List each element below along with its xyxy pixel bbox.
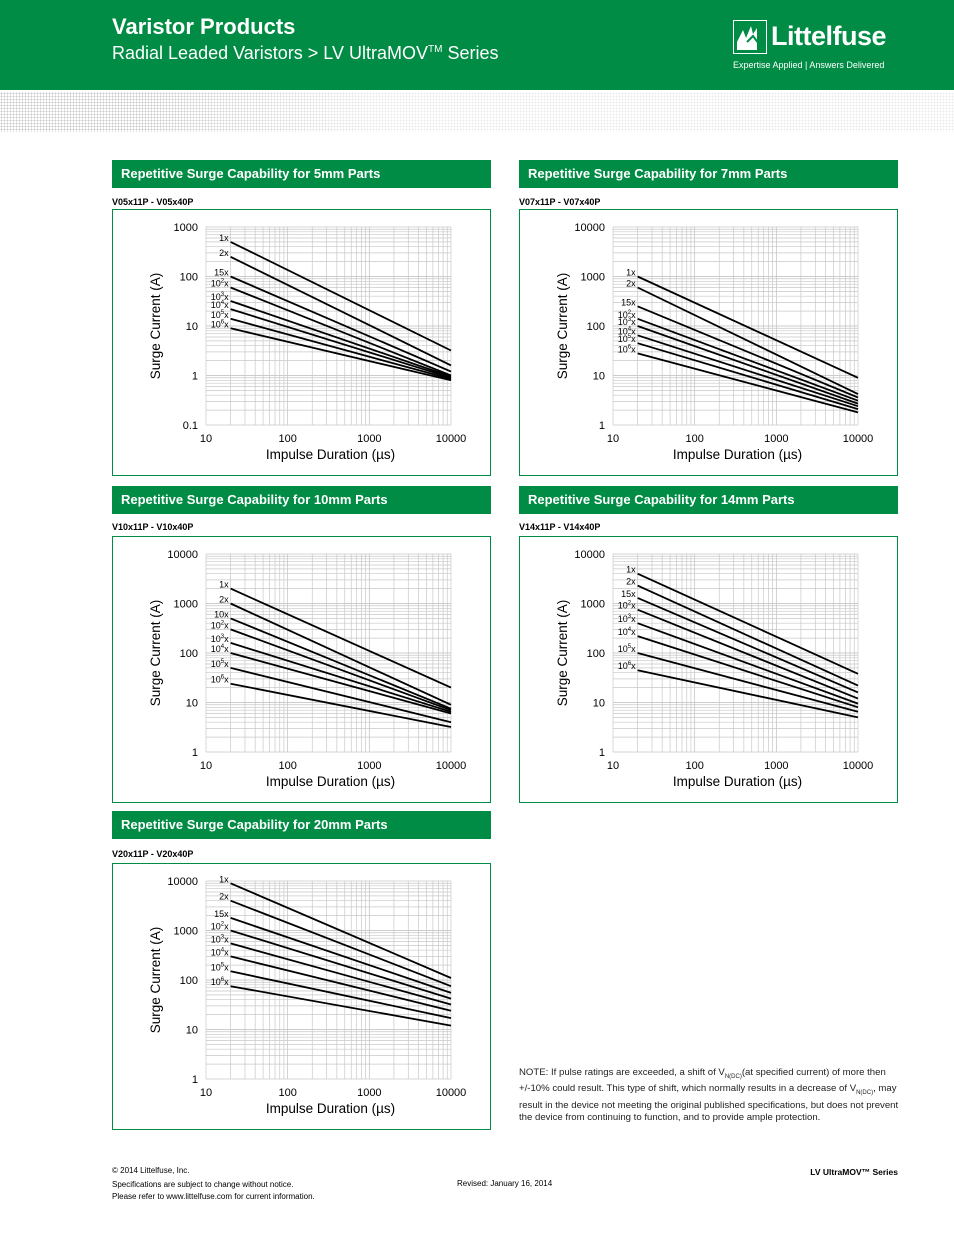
series-label-15x: 15x — [621, 588, 636, 599]
x-tick-label: 1000 — [357, 1087, 382, 1099]
series-line-103x — [231, 301, 451, 377]
y-tick-label: 1000 — [580, 271, 605, 284]
series-label-suffix: x — [631, 334, 636, 345]
chart-svg — [520, 210, 899, 477]
series-label-exponent: 4 — [220, 300, 225, 307]
series-line-104x — [638, 636, 858, 707]
series-label-suffix: x — [224, 921, 229, 932]
series-label-base: 10 — [617, 661, 628, 672]
y-axis-title: Surge Current (A) — [148, 272, 163, 380]
series-label-exponent: 4 — [627, 627, 632, 634]
series-label-exponent: 3 — [627, 317, 632, 323]
series-line-102x — [231, 288, 451, 376]
subtitle-end: Series — [442, 43, 499, 63]
series-label-suffix: x — [631, 600, 636, 611]
subtitle-trademark: TM — [427, 44, 443, 55]
part-range-5mm: V05x11P - V05x40P — [112, 197, 194, 207]
series-label-105x — [618, 644, 636, 654]
subtitle-main: Radial Leaded Varistors > LV UltraMOV — [112, 43, 428, 63]
series-label-exponent: 5 — [627, 334, 632, 341]
y-tick-label: 100 — [586, 321, 605, 333]
series-label-suffix: x — [224, 633, 229, 644]
series-label-exponent: 5 — [220, 309, 225, 316]
series-label-suffix: x — [224, 278, 229, 289]
x-tick-label: 10000 — [842, 760, 874, 772]
y-tick-label: 10000 — [167, 876, 198, 888]
x-tick-label: 10 — [199, 433, 213, 445]
series-label-1x: 1x — [219, 874, 229, 885]
x-tick-label: 10 — [606, 433, 620, 445]
series-label-suffix: x — [224, 934, 229, 945]
series-label-exponent: 6 — [220, 977, 225, 984]
footer-copyright: © 2014 Littelfuse, Inc. — [112, 1166, 190, 1175]
y-tick-label: 1000 — [173, 222, 198, 234]
series-label-base: 10 — [210, 620, 221, 631]
y-tick-label: 10 — [592, 370, 605, 383]
y-axis-title: Surge Current (A) — [148, 926, 163, 1034]
series-label-base: 10 — [617, 317, 628, 327]
note-sub-2: N(DC) — [856, 1090, 874, 1097]
series-label-exponent: 2 — [220, 278, 225, 285]
series-label-suffix: x — [631, 661, 636, 672]
y-tick-label: 0.1 — [182, 420, 198, 432]
y-tick-label: 10 — [592, 697, 605, 710]
x-axis-title: Impulse Duration (µs) — [672, 774, 803, 789]
series-label-exponent: 4 — [220, 644, 225, 650]
x-axis-title: Impulse Duration (µs) — [672, 447, 803, 462]
series-label-suffix: x — [631, 627, 636, 638]
series-label-base: 10 — [210, 319, 221, 330]
x-tick-label: 1000 — [357, 433, 382, 445]
y-tick-label: 1 — [598, 420, 605, 432]
y-axis-title: Surge Current (A) — [555, 599, 570, 707]
series-label-suffix: x — [224, 319, 229, 330]
series-label-104x — [211, 644, 229, 654]
y-tick-label: 1 — [191, 1074, 198, 1086]
series-label-suffix: x — [224, 291, 229, 302]
series-label-base: 10 — [210, 300, 221, 311]
series-label-1x: 1x — [219, 232, 229, 243]
series-label-suffix: x — [631, 644, 636, 654]
section-title-20mm: Repetitive Surge Capability for 20mm Parts — [112, 811, 491, 839]
series-line-103x — [638, 326, 858, 404]
x-axis-title: Impulse Duration (µs) — [265, 1101, 396, 1116]
part-range-20mm: V20x11P - V20x40P — [112, 849, 194, 859]
series-label-104x — [211, 947, 229, 957]
series-label-103x — [211, 634, 229, 644]
logo-mark-icon — [733, 20, 767, 54]
series-line-105x — [638, 653, 858, 712]
x-tick-label: 10 — [199, 760, 213, 772]
y-tick-label: 1 — [191, 370, 198, 383]
y-axis-title: Surge Current (A) — [555, 272, 570, 380]
chart-series — [638, 277, 858, 413]
series-line-105x — [638, 343, 858, 409]
series-label-suffix: x — [631, 317, 636, 327]
series-label-exponent: 5 — [627, 644, 632, 650]
series-label-exponent: 3 — [220, 291, 225, 298]
section-title-5mm: Repetitive Surge Capability for 5mm Parts — [112, 160, 491, 188]
x-tick-label: 100 — [278, 1087, 297, 1099]
series-label-105x — [211, 962, 229, 972]
note-text-3: , may result in the device not meeting the original published specifications, but does not prevent the device from continuing to function, and to provide ample protection. — [519, 1083, 899, 1124]
series-label-exponent: 2 — [627, 309, 632, 316]
series-label-2x: 2x — [626, 278, 636, 289]
series-label-2x: 2x — [219, 594, 229, 605]
y-tick-label: 10 — [185, 697, 198, 710]
series-line-102x — [231, 629, 451, 710]
series-label-base: 10 — [210, 977, 221, 988]
series-label-base: 10 — [210, 644, 221, 654]
x-tick-label: 1000 — [357, 760, 382, 772]
series-label-exponent: 2 — [220, 921, 225, 928]
series-label-suffix: x — [631, 344, 636, 355]
y-tick-label: 100 — [179, 648, 198, 660]
series-label-2x: 2x — [219, 891, 229, 902]
series-label-suffix: x — [631, 326, 636, 337]
chart-svg — [113, 537, 492, 804]
series-line-15x — [231, 277, 451, 372]
y-tick-label: 1 — [191, 747, 198, 759]
series-label-base: 10 — [617, 644, 628, 654]
section-title-14mm: Repetitive Surge Capability for 14mm Parts — [519, 486, 898, 514]
y-tick-label: 1000 — [173, 925, 198, 938]
series-label-base: 10 — [210, 921, 221, 932]
x-tick-label: 100 — [685, 760, 704, 772]
series-label-102x — [211, 278, 229, 288]
series-label-104x — [211, 300, 229, 310]
series-label-base: 10 — [210, 278, 221, 289]
x-axis-title: Impulse Duration (µs) — [265, 774, 396, 789]
series-label-102x — [618, 601, 636, 611]
footer-spec-notice: Specifications are subject to change without notice. — [112, 1180, 294, 1189]
series-label-suffix: x — [224, 962, 229, 973]
series-label-suffix: x — [224, 309, 229, 320]
series-label-suffix: x — [224, 658, 229, 669]
series-label-1x: 1x — [626, 267, 636, 278]
series-label-suffix: x — [224, 300, 229, 311]
series-label-exponent: 3 — [627, 614, 632, 621]
series-label-exponent: 6 — [220, 674, 225, 681]
series-label-base: 10 — [210, 947, 221, 958]
series-line-106x — [231, 328, 451, 380]
series-label-exponent: 5 — [220, 962, 225, 969]
decorative-dot-band — [0, 92, 954, 132]
y-tick-label: 1 — [598, 747, 605, 759]
x-tick-label: 100 — [685, 433, 704, 445]
chart-14mm — [519, 536, 898, 803]
chart-grid — [206, 554, 451, 752]
series-label-15x: 15x — [621, 297, 636, 308]
series-label-106x — [211, 675, 229, 685]
y-tick-label: 100 — [179, 271, 198, 284]
series-label-base: 10 — [210, 934, 221, 945]
note-text-1: NOTE: If pulse ratings are exceeded, a shift of V — [519, 1067, 725, 1078]
chart-20mm — [112, 863, 491, 1130]
series-label-2x: 2x — [626, 576, 636, 587]
series-label-base: 10 — [617, 326, 628, 337]
chart-10mm — [112, 536, 491, 803]
series-label-exponent: 6 — [220, 319, 225, 326]
section-title-10mm: Repetitive Surge Capability for 10mm Parts — [112, 486, 491, 514]
pulse-rating-note — [519, 1067, 899, 1125]
series-label-exponent: 3 — [220, 633, 225, 640]
page-title: Varistor Products — [112, 14, 296, 39]
y-tick-label: 10 — [185, 1024, 198, 1037]
series-label-base: 10 — [210, 658, 221, 669]
series-label-106x — [618, 661, 636, 671]
series-label-2x: 2x — [219, 247, 229, 258]
series-label-exponent: 2 — [220, 620, 225, 627]
x-tick-label: 10000 — [435, 760, 467, 772]
series-label-exponent: 5 — [220, 658, 225, 665]
series-label-base: 10 — [617, 309, 628, 320]
series-label-suffix: x — [631, 309, 636, 320]
y-tick-label: 10000 — [574, 549, 605, 561]
series-label-base: 10 — [210, 309, 221, 320]
chart-svg — [520, 537, 899, 804]
series-label-exponent: 4 — [627, 326, 632, 333]
chart-svg — [113, 210, 492, 477]
series-label-10x: 10x — [214, 609, 229, 620]
y-tick-label: 100 — [586, 648, 605, 660]
chart-5mm — [112, 209, 491, 476]
series-label-106x — [211, 977, 229, 987]
series-label-105x — [618, 334, 636, 344]
part-range-14mm: V14x11P - V14x40P — [519, 522, 601, 532]
note-sub-1: N(DC) — [724, 1073, 742, 1080]
y-tick-label: 1000 — [580, 598, 605, 611]
page-subtitle — [112, 43, 498, 64]
series-label-base: 10 — [617, 627, 628, 638]
series-label-102x — [211, 620, 229, 630]
series-label-base: 10 — [210, 674, 221, 685]
series-label-base: 10 — [617, 344, 628, 355]
x-tick-label: 1000 — [764, 433, 789, 445]
y-tick-label: 10000 — [167, 549, 198, 561]
series-label-suffix: x — [224, 674, 229, 685]
series-line-15x — [638, 598, 858, 693]
series-label-base: 10 — [617, 334, 628, 345]
series-label-15x: 15x — [214, 908, 229, 919]
series-label-103x — [618, 614, 636, 624]
part-range-7mm: V07x11P - V07x40P — [519, 197, 601, 207]
chart-series — [638, 574, 858, 718]
y-tick-label: 100 — [179, 975, 198, 987]
series-label-15x: 15x — [214, 267, 229, 278]
series-label-1x: 1x — [626, 564, 636, 575]
series-label-exponent: 2 — [627, 600, 632, 607]
y-axis-title: Surge Current (A) — [148, 599, 163, 707]
series-label-suffix: x — [224, 947, 229, 958]
x-tick-label: 10 — [606, 760, 620, 772]
series-label-suffix: x — [224, 620, 229, 631]
chart-series — [231, 883, 451, 1025]
series-label-suffix: x — [631, 614, 636, 625]
y-tick-label: 10 — [185, 321, 198, 333]
series-label-suffix: x — [224, 977, 229, 988]
series-label-106x — [618, 344, 636, 354]
series-label-1x: 1x — [219, 579, 229, 590]
series-label-exponent: 6 — [627, 661, 632, 668]
x-tick-label: 10000 — [435, 1087, 467, 1099]
series-label-exponent: 6 — [627, 344, 632, 351]
footer-revised-date: Revised: January 16, 2014 — [457, 1179, 553, 1188]
series-label-103x — [211, 934, 229, 944]
chart-grid — [613, 554, 858, 752]
page-header — [0, 0, 954, 90]
series-label-102x — [211, 922, 229, 932]
series-label-exponent: 4 — [220, 947, 225, 954]
footer-website-notice: Please refer to www.littelfuse.com for current information. — [112, 1192, 315, 1201]
part-range-10mm: V10x11P - V10x40P — [112, 522, 194, 532]
series-label-base: 10 — [617, 614, 628, 625]
series-label-exponent: 3 — [220, 934, 225, 941]
x-tick-label: 10000 — [435, 433, 467, 445]
series-label-base: 10 — [210, 633, 221, 644]
series-label-106x — [211, 319, 229, 329]
x-tick-label: 1000 — [764, 760, 789, 772]
note-text-2: (at specified current) of more then +/-10% could result. This type of shift, which normally results in a decrease of V — [519, 1067, 886, 1095]
series-label-base: 10 — [210, 291, 221, 302]
y-tick-label: 10000 — [574, 222, 605, 234]
y-tick-label: 1000 — [173, 598, 198, 611]
chart-svg — [113, 864, 492, 1131]
littelfuse-logo[interactable] — [733, 20, 903, 75]
x-tick-label: 100 — [278, 760, 297, 772]
series-label-104x — [618, 627, 636, 637]
x-tick-label: 10 — [199, 1087, 213, 1099]
series-label-105x — [211, 659, 229, 669]
series-line-15x — [231, 918, 451, 993]
chart-7mm — [519, 209, 898, 476]
brand-tagline: Expertise Applied | Answers Delivered — [733, 60, 885, 70]
footer-series-name: LV UltraMOV™ Series — [810, 1167, 898, 1177]
series-label-base: 10 — [617, 600, 628, 611]
series-label-base: 10 — [210, 962, 221, 973]
series-label-suffix: x — [224, 644, 229, 654]
x-tick-label: 10000 — [842, 433, 874, 445]
x-tick-label: 100 — [278, 433, 297, 445]
x-axis-title: Impulse Duration (µs) — [265, 447, 396, 462]
series-line-104x — [231, 309, 451, 378]
section-title-7mm: Repetitive Surge Capability for 7mm Parts — [519, 160, 898, 188]
brand-name: Littelfuse — [771, 21, 887, 51]
